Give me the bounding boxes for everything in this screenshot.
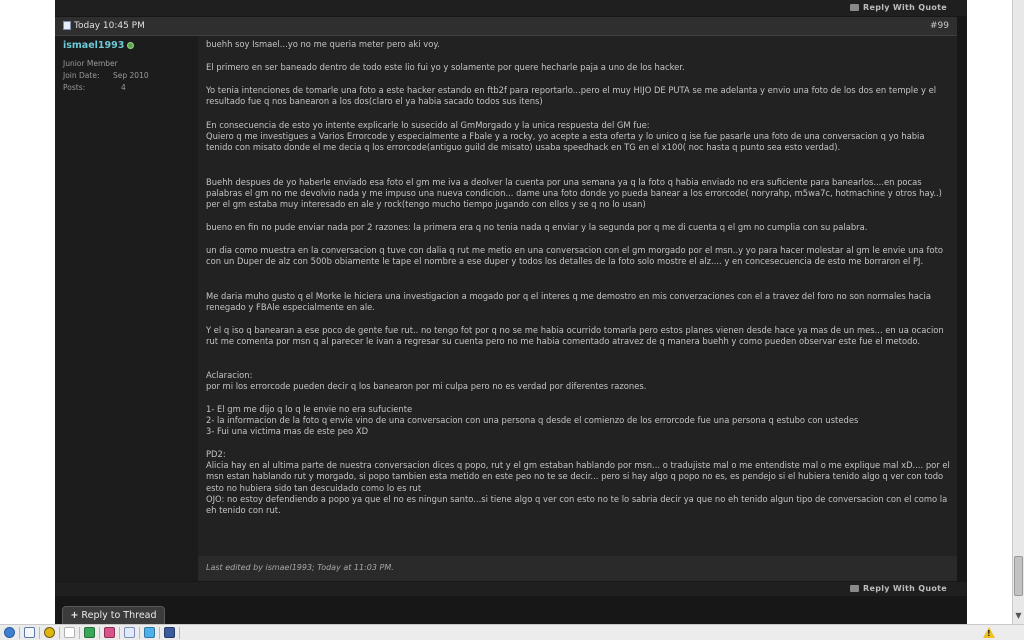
quote-icon [850,4,859,11]
plus-icon: + [70,610,79,621]
join-date-label: Join Date: [63,71,100,80]
post-number-link[interactable]: #99 [930,21,949,31]
online-status-icon [127,42,134,49]
post-paragraph: Me daria muho gusto q el Morke le hiciera una investigacion a mogado por q el interes q me demostro en mis converzaciones con el a travez del foro no son normales hacia renegado y FBAle especialmente en ale. [206,291,931,313]
post [55,17,957,581]
reply-with-quote-label: Reply With Quote [863,3,947,12]
page-icon[interactable] [124,627,135,638]
status-divider [59,627,60,639]
share-icon[interactable] [84,627,95,638]
reply-with-quote-button-top[interactable] [850,0,947,16]
facebook-icon[interactable] [164,627,175,638]
post-paragraph: El primero en ser baneado dentro de todo este lio fui yo y solamente por quere hecharle paja a uno de los hacker. [206,62,685,72]
mail-icon[interactable] [104,627,115,638]
scrollbar-thumb[interactable] [1014,556,1023,596]
post-date [63,17,145,35]
post-header [55,17,957,36]
post-paragraph: buehh soy Ismael...yo no me queria meter pero aki voy. [206,39,440,49]
post-paragraph: un dia como muestra en la conversacion q tuve con dalia q rut me metio en una conversacion con el gm morgado por el msn..y yo para hacer molestar al gm le envie una foto con un Duper de alz con 500b obiamente le tape el nombre a ese duper y todos los detalles de la foto solo mostre el alz.... y en concesecuencia de esto me borraron el PJ. [206,245,943,267]
status-divider [139,627,140,639]
scroll-down-arrow-icon[interactable]: ▼ [1015,611,1022,620]
reply-with-quote-button[interactable] [850,582,947,596]
user-title: Junior Member [63,59,118,68]
status-divider [79,627,80,639]
blank-icon[interactable] [64,627,75,638]
browser-status-bar [0,624,1024,640]
page-icon[interactable] [24,627,35,638]
user-info-panel [55,36,198,581]
posts-row [63,83,126,92]
post-paragraph: Aclaracion: por mi los errorcode pueden decir q los banearon por mi culpa pero no es verdad por diferentes razones. [206,370,647,392]
join-date-row [63,71,149,80]
status-divider [179,627,180,639]
post-content [198,36,957,581]
post-paragraph: bueno en fin no pude enviar nada por 2 razones: la primera era q no tenia nada q enviar y la segunda por q me di cuenta q el gm no cumplia con su palabra. [206,222,868,232]
post-paragraph: PD2: Alicia hay en al ultima parte de nuestra conversacion dices q popo, rut y el gm estaban hablando por msn... o tradujiste mal o me entendiste mal o me explique mal xD.... por el msn estan hablando rut y morgado, si popo tambien esta metido en este peo no te se decir... pero si hay algo q popo no es, es pendejo si el hubiera tenido algo q ver con todo esto no hubiera sido tan descuidado como lo es rut OJO: no estoy defendiendo a popo ya que el no es ningun santo...si tiene algo q ver con esto no te lo sabria decir ya que no eh tenido algun tipo de conversacion con el como la eh tenido con rut. [206,449,950,516]
reply-to-thread-label: Reply to Thread [81,610,157,621]
warning-mark: ! [987,629,991,638]
status-divider [99,627,100,639]
previous-post-footer [55,0,967,16]
posts-label: Posts: [63,83,86,92]
post-paragraph: 1- El gm me dijo q lo q le envie no era sufuciente 2- la informacion de la foto q envie vino de una conversacion con una persona q desde el comienzo de los errorcode fue una persona q estubo con ustedes 3- Fui una victima mas de este peo XD [206,404,859,437]
status-divider [39,627,40,639]
username-text: ismael1993 [63,40,125,51]
post-footer [55,582,967,596]
username-link[interactable] [63,40,134,51]
edited-note: Last edited by ismael1993; Today at 11:03 PM. [206,563,394,572]
post-paragraph: Yo tenia intenciones de tomarle una foto a este hacker estando en ftb2f para reportarlo...pero el muy HIJO DE PUTA se me adelanta y envio una foto de los dos en temple y el resultado fue q nos banearon a los dos(claro el ya habia sacado todos sus itens) [206,85,937,107]
status-divider [119,627,120,639]
twitter-icon[interactable] [144,627,155,638]
right-gutter [967,0,1012,624]
radiation-icon[interactable] [44,627,55,638]
reply-with-quote-label: Reply With Quote [863,584,947,593]
reply-to-thread-button[interactable] [62,606,165,624]
post-icon [63,21,71,30]
vertical-scrollbar[interactable] [1012,0,1024,624]
quote-icon [850,585,859,592]
post-paragraph: En consecuencia de esto yo intente explicarle lo susecido al GmMorgado y la unica respuesta del GM fue: Quiero q me investigues a Varios Errorcode y especialmente a Fbale y a rocky, yo acepte a esta oferta y lo unico q ise fue pasarle una foto de una conversacion q yo habia tenido con misato donde el me decia q los errorcode(antiguo guild de misato) usaba speedhack en TG en el x100( noc hasta q punto sea esto verdad). [206,120,925,153]
status-divider [159,627,160,639]
post-paragraph: Y el q iso q banearan a ese poco de gente fue rut.. no tengo fot por q no se me habia ocurrido tomarla pero estos planes vienen desde hace ya mas de un mes... en ua ocacion rut me comenta por msn q al parecer le ivan a regresar su cuenta pero no me habia comentado atravez de q manera buehh y como pueden observar este fue el metodo. [206,325,944,347]
join-date-value: Sep 2010 [113,71,149,80]
posts-value: 4 [121,83,126,92]
globe-icon[interactable] [4,627,15,638]
post-paragraph: Buehh despues de yo haberle enviado esa foto el gm me iva a deolver la cuenta por una semana ya q la foto q habia enviado no era suficiente para banearlos....en pocas palabras el gm no me devolvio nada y me impuso una nueva condicion... dame una foto donde yo pueda banear a los errorcode( noryrahp, m5wa7c, hotmachine y otros hay..) per el gm estaba muy interesado en ale y rock(tengo mucho tiempo jugando con ellos y se q no lo usan) [206,177,942,210]
status-divider [19,627,20,639]
post-date-text: Today 10:45 PM [74,21,145,31]
edited-note-bar [198,556,957,581]
